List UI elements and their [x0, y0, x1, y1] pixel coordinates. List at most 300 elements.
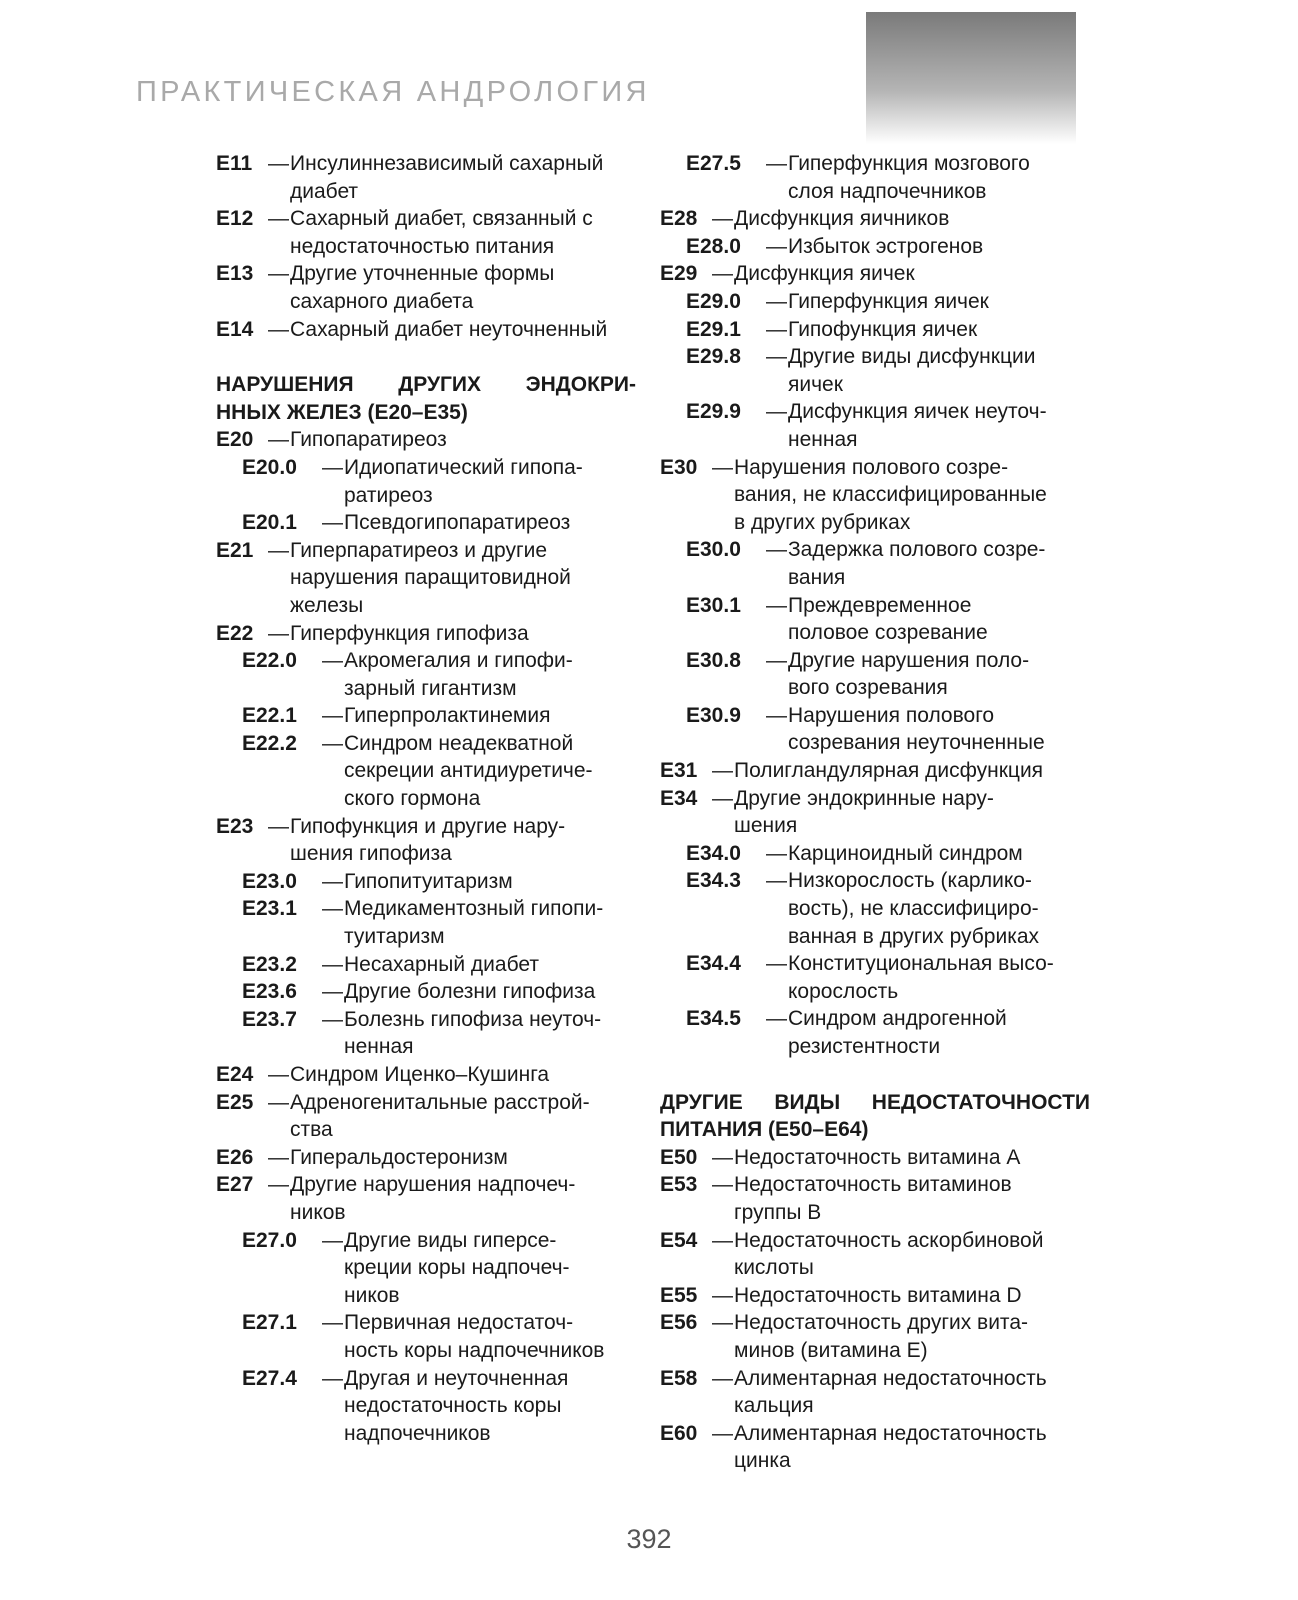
code-entry	[216, 1171, 636, 1226]
entry-description	[344, 454, 636, 509]
description-line: Гиперпролактинемия	[344, 704, 551, 728]
subcode-entry	[660, 288, 1090, 316]
description-line: Нарушения полового созре-	[734, 455, 1009, 479]
entry-dash: —	[766, 400, 787, 424]
entry-dash: —	[268, 317, 289, 341]
description-line: Идиопатический гипопа-	[344, 455, 583, 479]
description-line: Задержка полового созре-	[788, 538, 1046, 562]
description-line: Гипопаратиреоз	[290, 428, 447, 452]
code-entry	[660, 1365, 1090, 1420]
entry-dash: —	[322, 704, 343, 728]
description-line: Алиментарная недостаточность	[734, 1421, 1047, 1445]
entry-dash: —	[766, 703, 787, 727]
corner-gradient-block	[866, 12, 1076, 144]
icd-code: E34.3	[686, 869, 741, 893]
entry-description	[734, 1227, 1090, 1282]
entry-description	[788, 702, 1090, 757]
section-heading	[660, 1089, 1090, 1144]
description-line: Другие болезни гипофиза	[344, 980, 596, 1004]
description-line: ратиреоз	[344, 483, 433, 507]
description-line: вого созревания	[788, 676, 948, 700]
code-entry	[660, 1171, 1090, 1226]
description-line: Другие виды дисфункции	[788, 345, 1036, 369]
entry-description	[290, 813, 636, 868]
subcode-entry	[660, 233, 1090, 261]
icd-code: E12	[216, 207, 254, 231]
entry-dash: —	[712, 1311, 733, 1335]
description-line: недостаточность коры	[344, 1394, 562, 1418]
code-entry	[216, 1061, 636, 1089]
section-heading-line	[216, 371, 636, 399]
description-line: Синдром неадекватной	[344, 731, 574, 755]
section-heading	[216, 371, 636, 426]
entry-description	[344, 1227, 636, 1310]
description-line: Другая и неуточненная	[344, 1366, 569, 1390]
entry-description	[788, 867, 1090, 950]
code-entry	[216, 260, 636, 315]
description-line: диабет	[290, 179, 359, 203]
description-line: железы	[290, 593, 364, 617]
description-line: ского гормона	[344, 787, 481, 811]
description-line: Конституциональная высо-	[788, 952, 1054, 976]
entry-description	[734, 1144, 1090, 1172]
entry-description	[290, 316, 636, 344]
entry-description	[788, 1005, 1090, 1060]
description-line: Болезнь гипофиза неуточ-	[344, 1007, 602, 1031]
entry-description	[788, 647, 1090, 702]
description-line: Другие нарушения надпочеч-	[290, 1173, 576, 1197]
description-line: Гиперфункция гипофиза	[290, 621, 529, 645]
entry-description	[734, 205, 1090, 233]
code-entry	[216, 537, 636, 620]
description-line: туитаризм	[344, 925, 445, 949]
subcode-entry	[216, 1309, 636, 1364]
description-line: корослость	[788, 979, 899, 1003]
icd-code: E53	[660, 1173, 698, 1197]
icd-code: E31	[660, 759, 698, 783]
icd-code: E24	[216, 1063, 254, 1086]
entry-description	[290, 150, 636, 205]
icd-code: E23.6	[242, 980, 297, 1004]
entry-dash: —	[268, 814, 289, 838]
entry-description	[788, 592, 1090, 647]
icd-code: E21	[216, 538, 254, 562]
entry-description	[734, 1282, 1090, 1310]
subcode-entry	[216, 978, 636, 1006]
entry-dash: —	[712, 207, 733, 231]
icd-code: E23.1	[242, 897, 297, 921]
description-line: зарный гигантизм	[344, 676, 517, 700]
section-heading-word: НАРУШЕНИЯ	[216, 373, 354, 397]
code-entry	[660, 785, 1090, 840]
description-line: шения	[734, 814, 798, 838]
entry-dash: —	[268, 538, 289, 562]
code-entry	[216, 150, 636, 205]
subcode-entry	[660, 398, 1090, 453]
entry-dash: —	[712, 262, 733, 286]
code-entry	[660, 454, 1090, 537]
subcode-entry	[660, 647, 1090, 702]
subcode-entry	[216, 509, 636, 537]
entry-dash: —	[322, 980, 343, 1004]
icd-code: E27.1	[242, 1311, 297, 1335]
code-entry	[660, 1309, 1090, 1364]
section-gap	[216, 343, 636, 371]
entry-description	[788, 398, 1090, 453]
icd-code: E60	[660, 1421, 698, 1445]
entry-dash: —	[712, 1283, 733, 1307]
subcode-entry	[216, 1227, 636, 1310]
entry-description	[290, 1061, 636, 1089]
entry-dash: —	[268, 207, 289, 231]
entry-dash: —	[712, 759, 733, 783]
description-line: шения гипофиза	[290, 842, 452, 866]
section-heading-line	[660, 1089, 1090, 1117]
subcode-entry	[216, 702, 636, 730]
section-heading-word: ВИДЫ	[774, 1090, 841, 1114]
entry-dash: —	[322, 731, 343, 755]
entry-dash: —	[712, 1421, 733, 1445]
code-entry	[216, 1089, 636, 1144]
icd-code: E22.1	[242, 704, 297, 728]
icd-code: E56	[660, 1311, 698, 1335]
description-line: ников	[344, 1283, 400, 1307]
description-line: вания, не классифицированные	[734, 483, 1047, 507]
entry-description	[788, 840, 1090, 868]
subcode-entry	[660, 316, 1090, 344]
entry-dash: —	[712, 1228, 733, 1252]
entry-dash: —	[268, 262, 289, 286]
entry-dash: —	[322, 1007, 343, 1031]
entry-dash: —	[322, 1366, 343, 1390]
entry-dash: —	[766, 317, 787, 341]
entry-dash: —	[322, 897, 343, 921]
description-line: креции коры надпочеч-	[344, 1256, 570, 1280]
description-line: Синдром андрогенной	[788, 1007, 1007, 1031]
entry-description	[788, 316, 1090, 344]
icd-code: E20	[216, 428, 254, 452]
entry-dash: —	[766, 593, 787, 617]
subcode-entry	[660, 867, 1090, 950]
entry-description	[344, 1309, 636, 1364]
subcode-entry	[216, 1006, 636, 1061]
description-line: секреции антидиуретиче-	[344, 759, 593, 783]
description-line: группы B	[734, 1200, 822, 1224]
code-entry	[660, 757, 1090, 785]
subcode-entry	[216, 951, 636, 979]
icd-code: E58	[660, 1366, 698, 1390]
icd-code: E23	[216, 814, 254, 838]
section-heading-word: ДРУГИХ	[398, 373, 482, 397]
page-number: 392	[626, 1524, 672, 1554]
description-line: Гиперпаратиреоз и другие	[290, 538, 548, 562]
description-line: резистентности	[788, 1035, 941, 1058]
icd-code: E22.2	[242, 731, 297, 755]
subcode-entry	[660, 1005, 1090, 1060]
icd-code: E29.0	[686, 289, 741, 313]
entry-description	[344, 1365, 636, 1448]
entry-dash: —	[268, 621, 289, 645]
description-line: Адреногенитальные расстрой-	[290, 1090, 590, 1114]
entry-description	[734, 757, 1090, 785]
description-line: Карциноидный синдром	[788, 841, 1023, 865]
entry-dash: —	[766, 538, 787, 562]
description-line: кислоты	[734, 1256, 814, 1280]
description-line: в других рубриках	[734, 510, 911, 534]
description-line: кальция	[734, 1394, 814, 1418]
entry-dash: —	[766, 345, 787, 369]
description-line: Инсулиннезависимый сахарный	[290, 152, 604, 175]
subcode-entry	[216, 730, 636, 813]
subcode-entry	[660, 950, 1090, 1005]
entry-dash: —	[766, 289, 787, 313]
description-line: Другие уточненные формы	[290, 262, 555, 286]
icd-code: E26	[216, 1145, 254, 1169]
entry-dash: —	[766, 1007, 787, 1031]
entry-dash: —	[712, 1366, 733, 1390]
entry-dash: —	[712, 1145, 733, 1169]
description-line: Недостаточность витамина A	[734, 1145, 1021, 1169]
description-line: Гипофункция и другие нару-	[290, 814, 566, 838]
section-heading-line: ННЫХ ЖЕЛЕЗ (E20–E35)	[216, 400, 468, 424]
icd-code: E34.4	[686, 952, 741, 976]
entry-description	[734, 785, 1090, 840]
entry-dash: —	[268, 1090, 289, 1114]
icd-code: E27.5	[686, 152, 741, 175]
code-entry	[660, 1227, 1090, 1282]
subcode-entry	[660, 536, 1090, 591]
entry-description	[344, 978, 636, 1006]
description-line: ность коры надпочечников	[344, 1338, 605, 1362]
icd-code: E34	[660, 786, 698, 810]
entry-description	[344, 509, 636, 537]
code-entry	[660, 1144, 1090, 1172]
description-line: Недостаточность витаминов	[734, 1173, 1012, 1197]
icd-code: E28.0	[686, 234, 741, 258]
icd-code: E30.1	[686, 593, 741, 617]
icd-code: E27.4	[242, 1366, 297, 1390]
description-line: Гиперальдостеронизм	[290, 1145, 508, 1169]
code-entry	[216, 426, 636, 454]
description-line: Дисфункция яичек неуточ-	[788, 400, 1047, 424]
entry-description	[344, 895, 636, 950]
section-heading-word: ДРУГИЕ	[660, 1090, 743, 1114]
description-line: Другие виды гиперсе-	[344, 1228, 557, 1252]
subcode-entry	[216, 895, 636, 950]
entry-dash: —	[322, 511, 343, 535]
entry-description	[788, 150, 1090, 205]
entry-description	[734, 1309, 1090, 1364]
description-line: Первичная недостаточ-	[344, 1311, 574, 1335]
code-entry	[216, 316, 636, 344]
description-line: вания	[788, 565, 846, 589]
entry-description	[788, 950, 1090, 1005]
subcode-entry	[660, 150, 1090, 205]
icd-code: E13	[216, 262, 254, 286]
subcode-entry	[216, 647, 636, 702]
description-line: Гипопитуитаризм	[344, 869, 513, 893]
entry-dash: —	[268, 1173, 289, 1197]
description-line: половое созревание	[788, 621, 988, 645]
description-line: надпочечников	[344, 1421, 491, 1445]
right-column	[660, 150, 1090, 1475]
description-line: Акромегалия и гипофи-	[344, 649, 573, 673]
icd-code: E25	[216, 1090, 254, 1114]
description-line: ников	[290, 1200, 346, 1224]
icd-code: E11	[216, 152, 253, 175]
icd-code: E20.0	[242, 455, 297, 479]
entry-description	[290, 1171, 636, 1226]
subcode-entry	[660, 840, 1090, 868]
code-entry	[660, 205, 1090, 233]
section-heading-word: ЭНДОКРИ-	[525, 373, 636, 397]
section-gap	[660, 1061, 1090, 1089]
icd-code: E20.1	[242, 511, 297, 535]
entry-dash: —	[322, 649, 343, 673]
entry-description	[788, 536, 1090, 591]
description-line: Псевдогипопаратиреоз	[344, 511, 571, 535]
description-line: Нарушения полового	[788, 703, 995, 727]
subcode-entry	[660, 343, 1090, 398]
entry-description	[290, 205, 636, 260]
subcode-entry	[216, 868, 636, 896]
section-heading-word: НЕДОСТАТОЧНОСТИ	[871, 1090, 1090, 1114]
description-line: Низкорослость (карлико-	[788, 869, 1032, 893]
description-line: ненная	[788, 427, 858, 451]
description-line: Сахарный диабет, связанный с	[290, 207, 593, 231]
subcode-entry	[660, 592, 1090, 647]
entry-description	[344, 702, 636, 730]
icd-code: E50	[660, 1145, 698, 1169]
entry-dash: —	[322, 869, 343, 893]
entry-description	[734, 1171, 1090, 1226]
entry-description	[344, 730, 636, 813]
entry-dash: —	[322, 455, 343, 479]
code-entry	[216, 205, 636, 260]
icd-code: E30	[660, 455, 698, 479]
description-line: Медикаментозный гипопи-	[344, 897, 604, 921]
description-line: ванная в других рубриках	[788, 924, 1040, 948]
icd-code: E30.0	[686, 538, 741, 562]
entry-description	[734, 1365, 1090, 1420]
entry-dash: —	[268, 1145, 289, 1169]
icd-code: E29	[660, 262, 698, 286]
icd-code: E34.0	[686, 841, 741, 865]
icd-code: E14	[216, 317, 254, 341]
entry-description	[344, 647, 636, 702]
entry-dash: —	[712, 455, 733, 479]
icd-code: E29.9	[686, 400, 741, 424]
icd-code: E28	[660, 207, 698, 231]
description-line: Несахарный диабет	[344, 952, 539, 976]
description-line: слоя надпочечников	[788, 179, 987, 203]
subcode-entry	[216, 454, 636, 509]
description-line: Преждевременное	[788, 593, 972, 617]
entry-dash: —	[766, 952, 787, 976]
left-column	[216, 150, 636, 1447]
icd-code: E54	[660, 1228, 698, 1252]
entry-description	[290, 426, 636, 454]
section-heading-line: ПИТАНИЯ (E50–E64)	[660, 1118, 869, 1142]
description-line: недостаточностью питания	[290, 234, 555, 258]
icd-code: E22.0	[242, 649, 297, 673]
running-head: ПРАКТИЧЕСКАЯ АНДРОЛОГИЯ	[136, 76, 650, 108]
description-line: сахарного диабета	[290, 289, 474, 313]
icd-code: E29.8	[686, 345, 741, 369]
subcode-entry	[660, 702, 1090, 757]
entry-description	[788, 288, 1090, 316]
description-line: нарушения паращитовидной	[290, 566, 571, 590]
description-line: яичек	[788, 372, 843, 396]
entry-description	[290, 1089, 636, 1144]
icd-code: E30.8	[686, 648, 741, 672]
entry-description	[788, 233, 1090, 261]
entry-description	[734, 1420, 1090, 1475]
code-entry	[216, 1144, 636, 1172]
description-line: Гиперфункция мозгового	[788, 152, 1030, 175]
entry-dash: —	[322, 1228, 343, 1252]
entry-description	[290, 537, 636, 620]
entry-dash: —	[766, 841, 787, 865]
description-line: Полигландулярная дисфункция	[734, 759, 1044, 783]
description-line: Другие нарушения поло-	[788, 648, 1030, 672]
entry-dash: —	[322, 952, 343, 976]
entry-dash: —	[268, 152, 289, 175]
description-line: Недостаточность других вита-	[734, 1311, 1028, 1335]
entry-dash: —	[766, 648, 787, 672]
description-line: Гиперфункция яичек	[788, 289, 989, 313]
entry-dash: —	[766, 152, 787, 175]
icd-code: E55	[660, 1283, 698, 1307]
entry-description	[344, 1006, 636, 1061]
icd-code: E23.7	[242, 1007, 297, 1031]
entry-dash: —	[712, 1173, 733, 1197]
entry-description	[290, 260, 636, 315]
description-line: Дисфункция яичек	[734, 262, 915, 286]
entry-description	[344, 951, 636, 979]
description-line: Недостаточность витамина D	[734, 1283, 1022, 1307]
entry-dash: —	[766, 869, 787, 893]
icd-code: E22	[216, 621, 254, 645]
icd-code: E27.0	[242, 1228, 297, 1252]
description-line: ненная	[344, 1035, 414, 1059]
entry-dash: —	[712, 786, 733, 810]
description-line: цинка	[734, 1449, 791, 1473]
code-entry	[660, 260, 1090, 288]
description-line: Сахарный диабет неуточненный	[290, 317, 608, 341]
entry-dash: —	[322, 1311, 343, 1335]
description-line: Дисфункция яичников	[734, 207, 950, 231]
entry-dash: —	[268, 428, 289, 452]
subcode-entry	[216, 1365, 636, 1448]
description-line: вость), не классифициро-	[788, 897, 1039, 921]
icd-code: E23.2	[242, 952, 297, 976]
entry-description	[290, 620, 636, 648]
entry-description	[734, 260, 1090, 288]
description-line: Синдром Иценко–Кушинга	[290, 1063, 550, 1086]
entry-dash: —	[268, 1063, 289, 1086]
code-entry	[660, 1282, 1090, 1310]
description-line: минов (витамина E)	[734, 1338, 928, 1362]
description-line: Недостаточность аскорбиновой	[734, 1228, 1044, 1252]
entry-description	[344, 868, 636, 896]
description-line: созревания неуточненные	[788, 731, 1045, 755]
code-entry	[660, 1420, 1090, 1475]
description-line: Другие эндокринные нару-	[734, 786, 994, 810]
description-line: Алиментарная недостаточность	[734, 1366, 1047, 1390]
icd-code: E30.9	[686, 703, 741, 727]
icd-code: E34.5	[686, 1007, 741, 1031]
